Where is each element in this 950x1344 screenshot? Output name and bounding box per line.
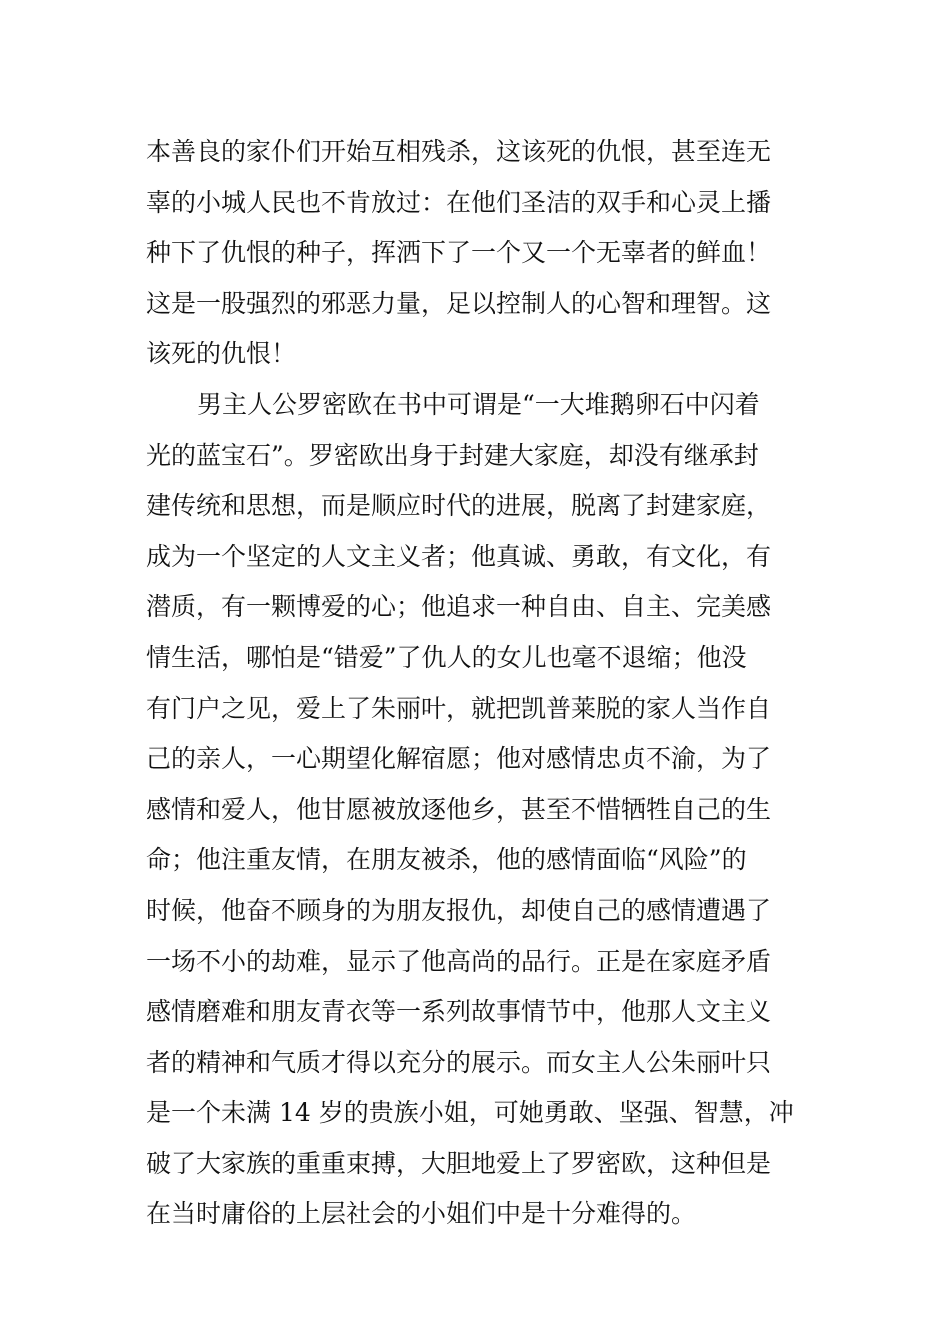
text-line: 潜质，有一颗博爱的心；他追求一种自由、自主、完美感 bbox=[146, 592, 772, 622]
body-text bbox=[146, 127, 826, 1240]
text-line: 这是一股强烈的邪恶力量，足以控制人的心智和理智。这 bbox=[146, 288, 772, 318]
text-line: 感情和爱人，他甘愿被放逐他乡，甚至不惜牺牲自己的生 bbox=[146, 794, 772, 824]
text-line: 种下了仇恨的种子，挥洒下了一个又一个无辜者的鲜血！ bbox=[146, 238, 772, 268]
text-line: 破了大家族的重重束搏，大胆地爱上了罗密欧，这种但是 bbox=[146, 1148, 772, 1178]
text-line: 己的亲人，一心期望化解宿愿；他对感情忠贞不渝，为了 bbox=[146, 744, 772, 774]
paragraph-start-line: 男主人公罗密欧在书中可谓是“一大堆鹅卵石中闪着 bbox=[197, 389, 760, 419]
text-line: 该死的仇恨！ bbox=[146, 339, 297, 369]
text-line: 一场不小的劫难，显示了他高尚的品行。正是在家庭矛盾 bbox=[146, 946, 772, 976]
text-line: 建传统和思想，而是顺应时代的进展，脱离了封建家庭， bbox=[146, 491, 772, 521]
text-line: 是一个未满 14 岁的贵族小姐，可她勇敢、坚强、智慧，冲 bbox=[146, 1098, 794, 1128]
text-line: 感情磨难和朋友青衣等一系列故事情节中，他那人文主义 bbox=[146, 997, 772, 1027]
text-line: 光的蓝宝石”。罗密欧出身于封建大家庭，却没有继承封 bbox=[146, 440, 759, 470]
text-line: 命；他注重友情，在朋友被杀，他的感情面临“风险”的 bbox=[146, 845, 747, 875]
text-line: 有门户之见，爱上了朱丽叶，就把凯普莱脱的家人当作自 bbox=[146, 693, 772, 723]
text-line: 情生活，哪怕是“错爱”了仇人的女儿也毫不退缩；他没 bbox=[146, 642, 747, 672]
text-line: 时候，他奋不顾身的为朋友报仇，却使自己的感情遭遇了 bbox=[146, 895, 772, 925]
text-line: 本善良的家仆们开始互相残杀，这该死的仇恨，甚至连无 bbox=[146, 137, 772, 166]
text-line: 者的精神和气质才得以充分的展示。而女主人公朱丽叶只 bbox=[146, 1047, 772, 1077]
text-line: 辜的小城人民也不肯放过：在他们圣洁的双手和心灵上播 bbox=[146, 187, 772, 217]
text-line: 在当时庸俗的上层社会的小姐们中是十分难得的。 bbox=[146, 1199, 697, 1229]
text-line: 成为一个坚定的人文主义者；他真诚、勇敢，有文化，有 bbox=[146, 541, 772, 571]
